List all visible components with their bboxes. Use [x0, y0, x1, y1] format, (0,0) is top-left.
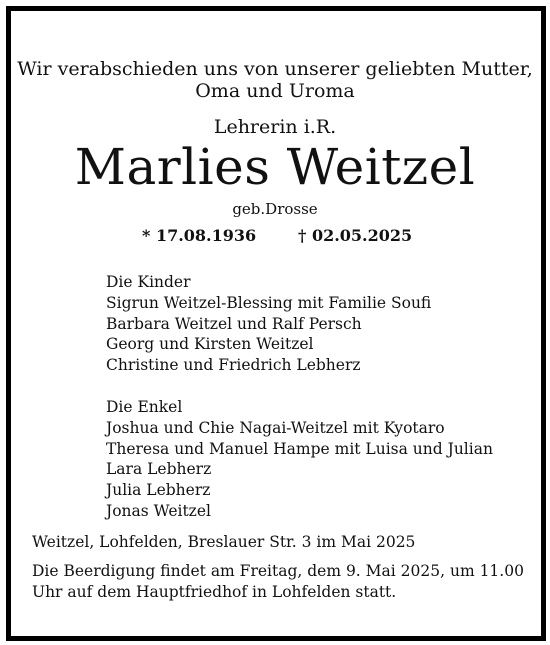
- list-item: Jonas Weitzel: [106, 501, 211, 520]
- list-item: Joshua und Chie Nagai-Weitzel mit Kyotaro: [106, 418, 445, 437]
- children-list: [106, 272, 431, 376]
- list-item: Lara Lebherz: [106, 460, 212, 479]
- grandchildren-list: [106, 397, 493, 522]
- list-item: Sigrun Weitzel-Blessing mit Familie Soufi: [106, 293, 432, 312]
- funeral-notice: [32, 561, 524, 602]
- list-item: Christine und Friedrich Lebherz: [106, 356, 361, 375]
- profession: Lehrerin i.R.: [213, 116, 337, 138]
- intro-line-2: Oma und Uroma: [195, 80, 355, 102]
- funeral-line-2: Uhr auf dem Hauptfriedhof in Lohfelden statt.: [32, 582, 397, 601]
- deceased-name: Marlies Weitzel: [74, 138, 476, 196]
- birth-date: * 17.08.1936: [142, 226, 257, 245]
- intro-text: [0, 58, 550, 102]
- death-date: † 02.05.2025: [298, 226, 413, 245]
- children-heading: Die Kinder: [106, 273, 191, 291]
- list-item: Barbara Weitzel und Ralf Persch: [106, 314, 362, 333]
- list-item: Theresa und Manuel Hampe mit Luisa und Julian: [106, 439, 493, 458]
- grandchildren-heading: Die Enkel: [106, 398, 183, 416]
- funeral-line-1: Die Beerdigung findet am Freitag, dem 9. Mai 2025, um 11.00: [32, 562, 524, 580]
- list-item: Georg und Kirsten Weitzel: [106, 335, 314, 354]
- intro-line-1: Wir verabschieden uns von unserer geliebten Mutter,: [17, 58, 533, 80]
- family-address: Weitzel, Lohfelden, Breslauer Str. 3 im Mai 2025: [32, 533, 416, 551]
- birth-name: geb.Drosse: [232, 200, 318, 218]
- list-item: Julia Lebherz: [106, 481, 211, 500]
